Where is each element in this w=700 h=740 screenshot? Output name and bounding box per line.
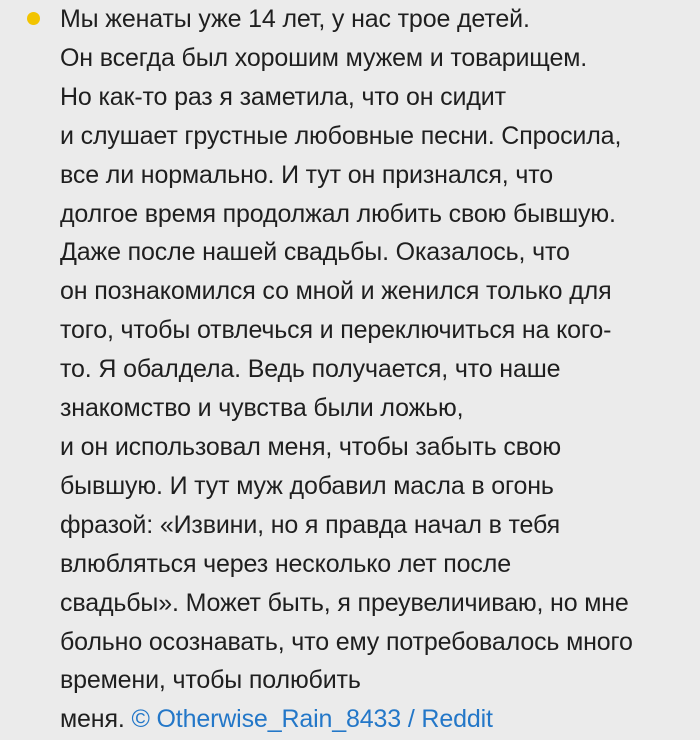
story-line: времени, чтобы полюбить — [60, 666, 361, 695]
story-line: и слушает грустные любовные песни. Спросила, — [60, 121, 622, 150]
story-last-line — [60, 700, 690, 739]
story-line: он познакомился со мной и женился только для — [60, 277, 612, 306]
story-line: Он всегда был хорошим мужем и товарищем. — [60, 43, 588, 72]
story-last-line-prefix: меня. — [60, 705, 132, 734]
story-line: того, чтобы отвлечься и переключиться на кого- — [60, 316, 612, 345]
story-line: влюбляться через несколько лет после — [60, 549, 511, 578]
story-line: Но как-то раз я заметила, что он сидит — [60, 82, 506, 111]
source-attribution-link[interactable]: © Otherwise_Rain_8433 / Reddit — [131, 705, 493, 734]
story-line: Даже после нашей свадьбы. Оказалось, что — [60, 238, 570, 267]
story-line: долгое время продолжал любить свою бывшую. — [60, 199, 616, 228]
story-line: Мы женаты уже 14 лет, у нас трое детей. — [60, 5, 530, 33]
story-line: больно осознавать, что ему потребовалось много — [60, 627, 633, 656]
story-line: свадьбы». Может быть, я преувеличиваю, но мне — [60, 588, 629, 617]
story-line: и он использовал меня, чтобы забыть свою — [60, 432, 561, 461]
story-line: бывшую. И тут муж добавил масла в огонь — [60, 471, 554, 500]
story-line: то. Я обалдела. Ведь получается, что наше — [60, 355, 561, 384]
story-line: фразой: «Извини, но я правда начал в тебя — [60, 510, 561, 539]
bullet-dot-icon — [27, 12, 40, 25]
story-line: знакомство и чувства были ложью, — [60, 394, 464, 423]
story-line: все ли нормально. И тут он признался, что — [60, 160, 554, 189]
story-text — [60, 0, 690, 739]
